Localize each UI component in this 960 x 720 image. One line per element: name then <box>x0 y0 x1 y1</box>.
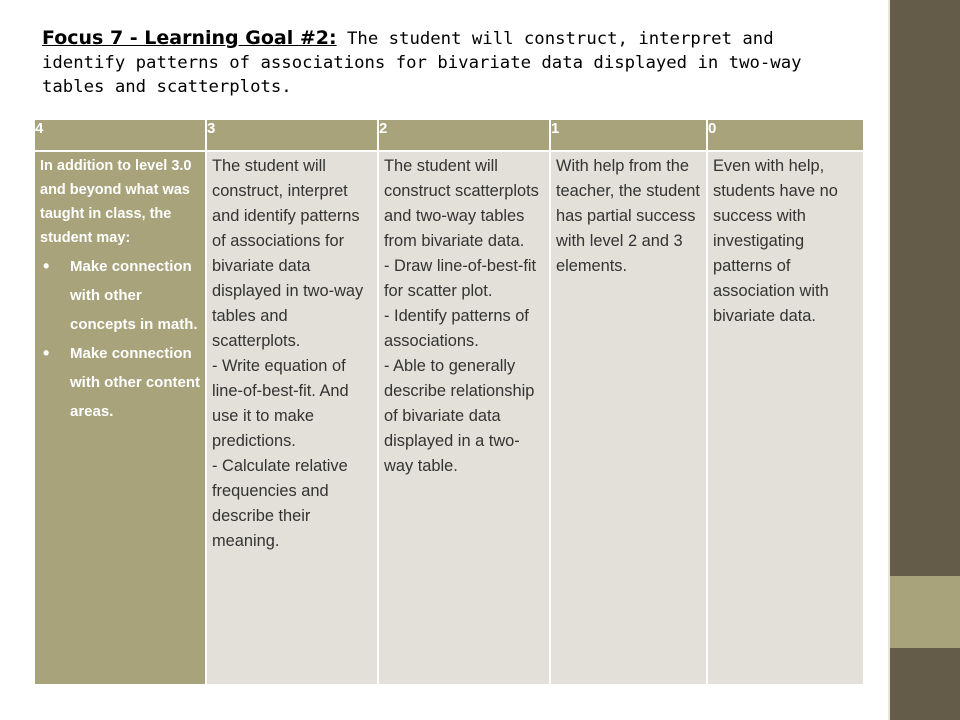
rubric-body-row <box>34 151 864 685</box>
decorative-sidebar-stripe <box>888 576 960 648</box>
level-4-bullet: • Make connection with other content areas. <box>70 339 201 426</box>
header-level-2: 2 <box>378 119 550 151</box>
cell-level-1: With help from the teacher, the student has partial success with level 2 and 3 elements. <box>550 151 707 685</box>
header-level-4: 4 <box>34 119 206 151</box>
level-4-bullet: • Make connection with other concepts in math. <box>70 252 201 339</box>
decorative-sidebar-divider <box>888 0 890 720</box>
cell-level-2: The student will construct scatterplots and two-way tables from bivariate data. - Draw line-of-best-fit for scatter plot. - Identify patterns of associations. - Able to generally describe relationship of bivariate data displayed in a two-way table. <box>378 151 550 685</box>
rubric-table <box>33 118 865 686</box>
learning-goal-label: Focus 7 - Learning Goal #2: <box>42 27 337 49</box>
level-4-bullets <box>40 252 201 426</box>
header-level-3: 3 <box>206 119 378 151</box>
header-level-1: 1 <box>550 119 707 151</box>
rubric-header-row <box>34 119 864 151</box>
slide-title <box>42 26 842 99</box>
cell-level-0: Even with help, students have no success with investigating patterns of association with bivariate data. <box>707 151 864 685</box>
header-level-0: 0 <box>707 119 864 151</box>
cell-level-3: The student will construct, interpret and identify patterns of associations for bivariate data displayed in two-way tables and scatterplots. - Write equation of line-of-best-fit. And use it to make predictions. - Calculate relative frequencies and describe their meaning. <box>206 151 378 685</box>
cell-level-4 <box>34 151 206 685</box>
level-4-intro: In addition to level 3.0 and beyond what was taught in class, the student may: <box>40 158 192 246</box>
learning-goal-text: The student will construct, interpret and identify patterns of associations for bivariate data displayed in two-way tables and scatterplots. <box>42 29 802 97</box>
